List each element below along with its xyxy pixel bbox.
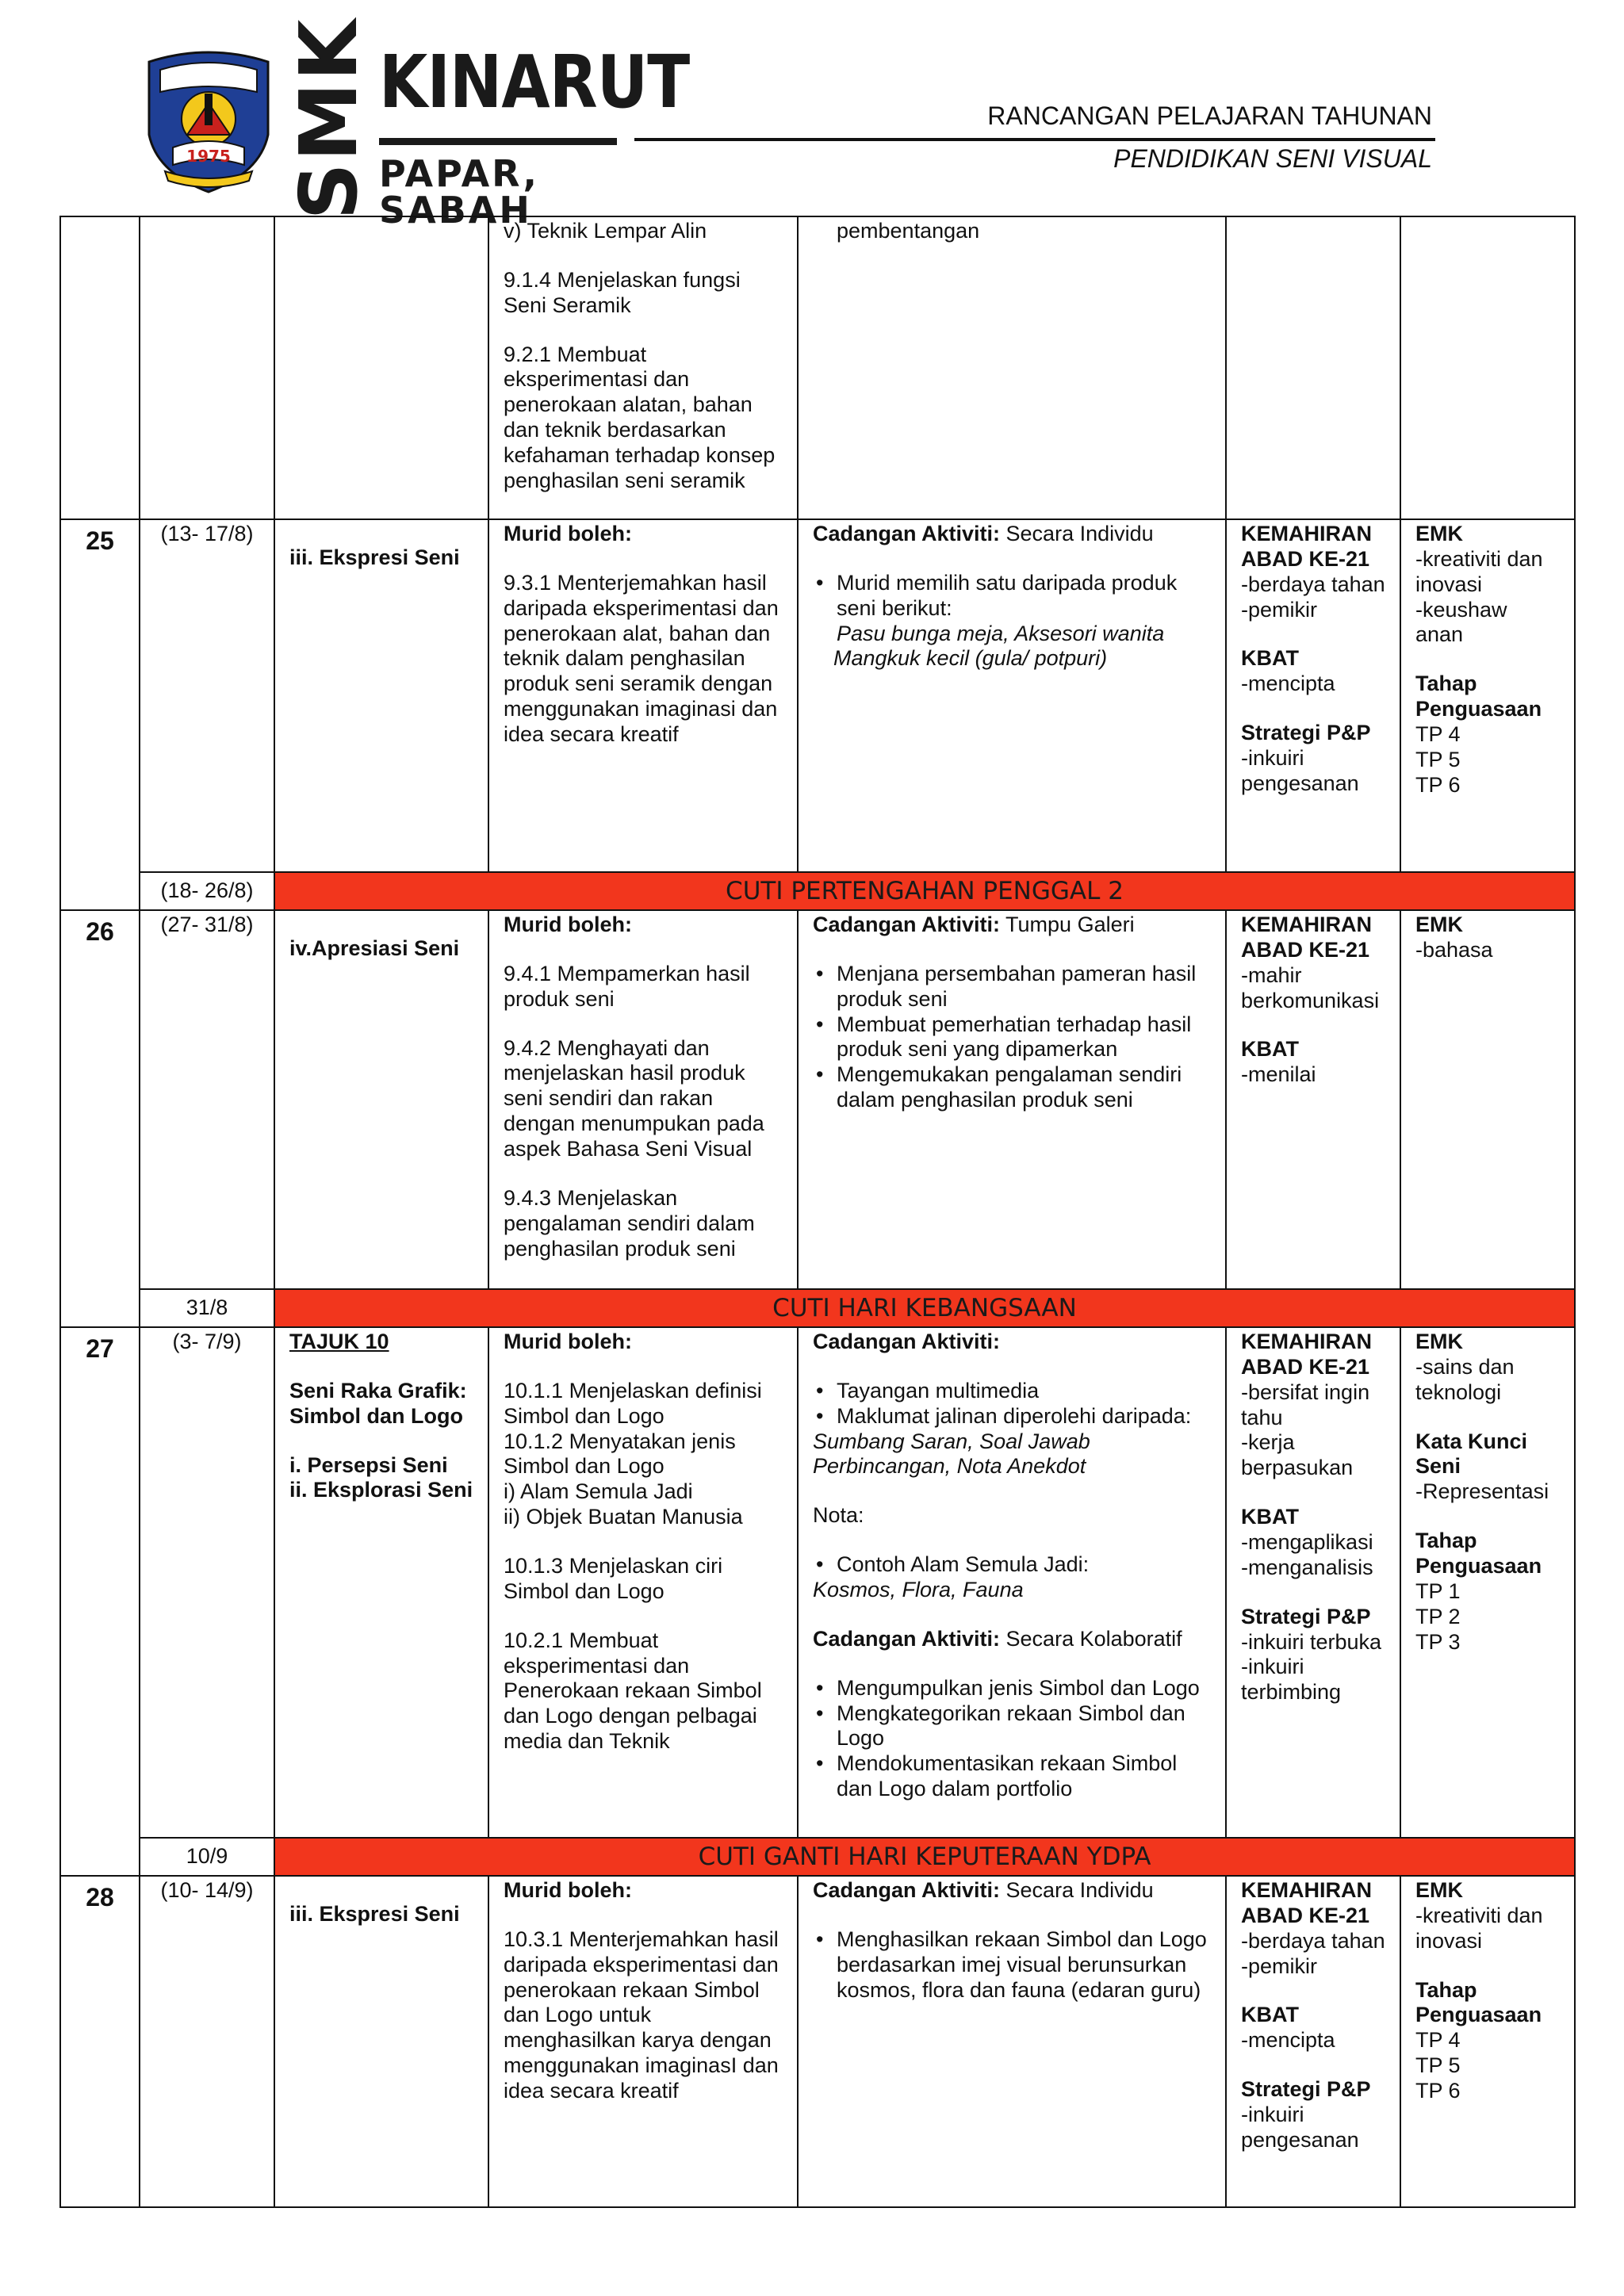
emk-head: EMK [1415,1878,1463,1902]
table-row-holiday [60,1289,1575,1327]
table-row-week-28 [60,1876,1575,2207]
tp-item: TP 4 [1415,2028,1461,2053]
emk-item: -keushaw anan [1415,597,1507,647]
cell-topic [274,216,488,519]
skills-head: KEMAHIRAN [1241,1878,1372,1902]
holiday-band: CUTI PERTENGAHAN PENGGAL 2 [274,872,1575,910]
cell-topic [274,519,488,872]
cell-skills [1226,1327,1400,1838]
kbat-head: KBAT [1241,646,1299,671]
tp-item: TP 6 [1415,2079,1461,2103]
emk-item: -kreativiti dan inovasi [1415,546,1543,596]
list-item: • Mengkategorikan rekaan Simbol dan Logo [813,1701,1211,1752]
tp-item: TP 5 [1415,2053,1461,2078]
lesson-plan-table [59,216,1576,2208]
cell-learning-standard [488,910,798,1289]
skills-head: ABAD KE-21 [1241,937,1370,962]
strategy-head: Strategi P&P [1241,1604,1371,1628]
week-date: (10- 14/9) [140,1876,274,2207]
skills-head: KEMAHIRAN [1241,913,1372,936]
activity-italic: Kosmos, Flora, Fauna [813,1578,1024,1602]
skills-head: ABAD KE-21 [1241,1903,1370,1927]
tp-item: TP 4 [1415,722,1461,747]
crest-year: 1975 [186,147,231,166]
nota-label: Nota: [813,1503,864,1528]
ls-item: ii) Objek Buatan Manusia [504,1505,743,1529]
kbat-item: -menilai [1241,1062,1316,1087]
cell-activity [798,910,1226,1289]
cell-topic [274,910,488,1289]
activity-mode: Secara Individu [1000,1878,1154,1902]
cell-skills [1226,216,1400,519]
cell-emk [1400,1327,1575,1838]
topic-label: iv.Apresiasi Seni [289,936,460,960]
list-item: • Mengumpulkan jenis Simbol dan Logo [813,1676,1211,1701]
activity-italic: Sumbang Saran, Soal Jawab [813,1429,1090,1453]
list-item: • Tayangan multimedia [813,1379,1211,1404]
activity-italic: Mangkuk kecil (gula/ potpuri) [833,646,1108,671]
ls-item: 9.4.3 Menjelaskan pengalaman sendiri dalam penghasilan produk seni [504,1185,755,1261]
brand-divider [379,138,617,145]
cell-activity [798,216,1226,519]
skills-item: -mahir berkomunikasi [1241,962,1380,1012]
kbat-item: -mencipta [1241,2028,1335,2053]
holiday-band: CUTI HARI KEBANGSAAN [274,1289,1575,1327]
ls-item: 10.2.1 Membuat eksperimentasi dan Penerokaan rekaan Simbol dan Logo dengan pelbagai media dan Teknik [504,1628,762,1754]
topic-label: iii. Ekspresi Seni [289,545,460,569]
tp-head: Tahap Penguasaan [1415,1977,1542,2027]
activity-mode: Secara Individu [1000,522,1154,545]
skills-head: ABAD KE-21 [1241,546,1370,571]
cell-activity [798,1327,1226,1838]
week-number: 26 [60,910,140,1327]
ls-item: v) Teknik Lempar Alin [504,219,707,243]
cell-skills [1226,910,1400,1289]
table-row-holiday [60,872,1575,910]
ls-item: 10.1.2 Menyatakan jenis Simbol dan Logo [504,1429,736,1479]
brand-school-name: KINARUT [379,40,690,124]
activity-mode: Tumpu Galeri [1000,913,1135,936]
activity-label: Cadangan Aktiviti: [813,1330,1001,1353]
skills-item: -bersifat ingin tahu [1241,1380,1370,1429]
kbat-item: -menganalisis [1241,1555,1373,1579]
cell-skills [1226,519,1400,872]
skills-item: -pemikir [1241,597,1318,622]
list-item: • Membuat pemerhatian terhadap hasil produk seni yang dipamerkan [813,1012,1211,1063]
cell-activity [798,1876,1226,2207]
tp-item: TP 3 [1415,1629,1461,1654]
emk-head: EMK [1415,522,1463,545]
holiday-date: 10/9 [140,1838,274,1876]
strategy-head: Strategi P&P [1241,721,1371,745]
cell-emk [1400,910,1575,1289]
header-rule [634,138,1435,141]
list-item: • Menghasilkan rekaan Simbol dan Logo berdasarkan imej visual berunsurkan kosmos, flora dan fauna (edaran guru) [813,1927,1211,2003]
tp-item: TP 2 [1415,1604,1461,1628]
kbat-item: -mencipta [1241,672,1335,696]
skills-item: -pemikir [1241,1954,1318,1978]
activity-list [813,1927,1211,2003]
topic-label: ii. Eksplorasi Seni [289,1478,473,1502]
emk-item: -sains dan teknologi [1415,1354,1515,1404]
activity-italic: Pasu bunga meja, Aksesori wanita [837,621,1165,645]
holiday-date: 31/8 [140,1289,274,1327]
week-date: (3- 7/9) [140,1327,274,1838]
list-item: • Menjana persembahan pameran hasil produk seni [813,962,1211,1012]
activity-list [813,962,1211,1113]
ls-item: 10.1.3 Menjelaskan ciri Simbol dan Logo [504,1554,723,1603]
activity-label: Cadangan Aktiviti: [813,913,1001,936]
brand-smk-vertical [282,17,375,220]
activity-list [813,1379,1211,1429]
cell-emk [1400,216,1575,519]
holiday-band: CUTI GANTI HARI KEPUTERAAN YDPA [274,1838,1575,1876]
tp-head: Tahap Penguasaan [1415,1529,1542,1578]
cell-skills [1226,1876,1400,2207]
tp-item: TP 1 [1415,1578,1461,1603]
cell-learning-standard [488,216,798,519]
activity-list [813,571,1211,622]
ls-item: 10.1.1 Menjelaskan definisi Simbol dan Logo [504,1378,762,1428]
school-brand-logo [282,17,690,232]
keyword-item: -Representasi [1415,1479,1549,1504]
cell-activity [798,519,1226,872]
tp-item: TP 5 [1415,747,1461,771]
strategy-item: -inkuiri terbuka [1241,1629,1382,1654]
tajuk-label: TAJUK 10 [289,1330,389,1353]
activity-label: Cadangan Aktiviti: [813,522,1001,545]
cell-learning-standard [488,1327,798,1838]
ls-item: 9.1.4 Menjelaskan fungsi Seni Seramik [504,267,741,317]
document-subtitle: PENDIDIKAN SENI VISUAL [1113,144,1432,173]
keyword-head: Kata Kunci Seni [1415,1429,1528,1479]
skills-head: ABAD KE-21 [1241,1354,1370,1379]
activity-mode: Secara Kolaboratif [1000,1626,1182,1651]
table-row-continuation [60,216,1575,519]
list-item: • Mengemukakan pengalaman sendiri dalam penghasilan produk seni [813,1062,1211,1113]
table-row-week-27 [60,1327,1575,1838]
tp-head: Tahap Penguasaan [1415,672,1542,721]
kbat-head: KBAT [1241,2003,1299,2027]
week-number: 25 [60,519,140,910]
week-date: (13- 17/8) [140,519,274,872]
murid-boleh-label: Murid boleh: [504,913,632,936]
kbat-head: KBAT [1241,1037,1299,1062]
kbat-head: KBAT [1241,1505,1299,1529]
table-row-week-25 [60,519,1575,872]
activity-text: pembentangan [837,219,980,243]
emk-head: EMK [1415,1330,1463,1353]
ls-item: i) Alam Semula Jadi [504,1479,693,1504]
emk-head: EMK [1415,913,1463,936]
ls-item: 9.4.1 Mempamerkan hasil produk seni [504,961,750,1011]
holiday-date: (18- 26/8) [140,872,274,910]
brand-school-place: PAPAR, SABAH [379,152,539,232]
emk-item: -kreativiti dan inovasi [1415,1903,1543,1953]
cell-topic [274,1876,488,2207]
topic-label: i. Persepsi Seni [289,1452,448,1477]
skills-item: -berdaya tahan [1241,572,1385,596]
activity-list [813,1552,1211,1578]
table-row-holiday [60,1838,1575,1876]
cell-week [60,216,140,519]
skills-head: KEMAHIRAN [1241,1330,1372,1353]
list-item: • Maklumat jalinan diperolehi daripada: [813,1404,1211,1429]
week-number: 27 [60,1327,140,1876]
topic-label: iii. Ekspresi Seni [289,1902,460,1926]
murid-boleh-label: Murid boleh: [504,522,632,545]
list-item: • Contoh Alam Semula Jadi: [813,1552,1211,1578]
cell-learning-standard [488,519,798,872]
cell-learning-standard [488,1876,798,2207]
activity-label: Cadangan Aktiviti: [813,1626,1001,1651]
murid-boleh-label: Murid boleh: [504,1330,632,1353]
tajuk-title: Seni Raka Grafik: Simbol dan Logo [289,1378,467,1428]
ls-item: 9.3.1 Menterjemahkan hasil daripada eksperimentasi dan penerokaan alat, bahan dan teknik dalam penghasilan produk seni seramik dengan menggunakan imaginasi dan idea secara kreatif [504,570,779,747]
list-item: • Mendokumentasikan rekaan Simbol dan Logo dalam portfolio [813,1751,1211,1802]
list-item: • Murid memilih satu daripada produk seni berikut: [813,571,1211,622]
strategy-head: Strategi P&P [1241,2077,1371,2102]
cell-emk [1400,1876,1575,2207]
activity-list [813,1676,1211,1802]
tp-item: TP 6 [1415,772,1461,797]
activity-label: Cadangan Aktiviti: [813,1878,1001,1902]
kbat-item: -mengaplikasi [1241,1530,1373,1555]
activity-italic: Perbincangan, Nota Anekdot [813,1454,1086,1479]
ls-item: 10.3.1 Menterjemahkan hasil daripada eksperimentasi dan penerokaan rekaan Simbol dan Logo untuk menghasilkan karya dengan menggunakan imaginasI dan idea secara kreatif [504,1927,779,2103]
emk-item: -bahasa [1415,937,1493,962]
document-title: RANCANGAN PELAJARAN TAHUNAN [987,101,1432,130]
ls-item: 9.2.1 Membuat eksperimentasi dan penerokaan alatan, bahan dan teknik berdasarkan kefahaman terhadap konsep penghasilan seni seramik [504,342,776,492]
week-date: (27- 31/8) [140,910,274,1289]
skills-item: -kerja berpasukan [1241,1430,1354,1480]
table-row-week-26 [60,910,1575,1289]
skills-head: KEMAHIRAN [1241,522,1372,545]
brand-smk-text: SMK [282,17,375,220]
skills-item: -berdaya tahan [1241,1928,1385,1953]
cell-date [140,216,274,519]
week-number: 28 [60,1876,140,2207]
murid-boleh-label: Murid boleh: [504,1878,632,1902]
school-crest-logo [141,46,276,197]
strategy-item: -inkuiri terbimbing [1241,1655,1342,1705]
cell-emk [1400,519,1575,872]
ls-item: 9.4.2 Menghayati dan menjelaskan hasil produk seni sendiri dan rakan dengan menumpukan pada aspek Bahasa Seni Visual [504,1035,764,1161]
strategy-item: -inkuiri pengesanan [1241,2103,1359,2152]
cell-topic [274,1327,488,1838]
strategy-item: -inkuiri pengesanan [1241,746,1359,795]
